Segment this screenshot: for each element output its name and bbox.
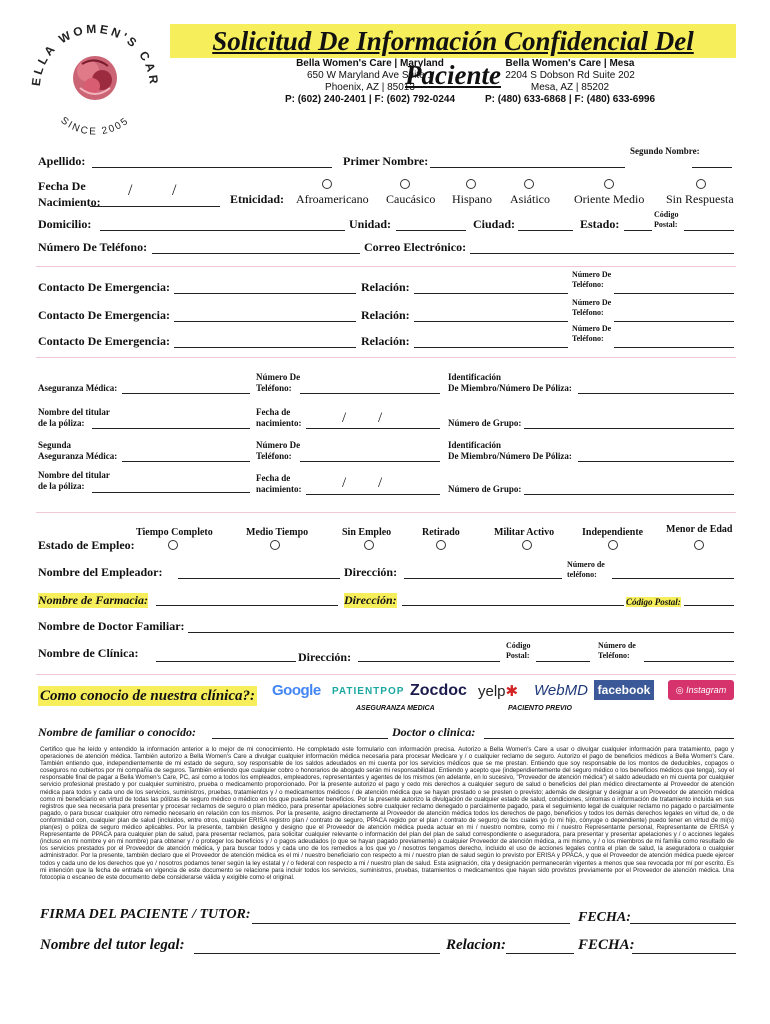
aseg-tel-field[interactable] — [300, 393, 440, 394]
ethnicity-radio[interactable] — [524, 179, 534, 189]
doctor-clinica-label: Doctor o clinica: — [392, 725, 476, 739]
clinica-label: Nombre de Clínica: — [38, 646, 139, 660]
employment-radio[interactable] — [694, 540, 704, 550]
correo-field[interactable] — [470, 253, 734, 254]
contacto-label: Contacto De Emergencia: — [38, 334, 170, 348]
ethnicity-option-label: Hispano — [452, 192, 492, 206]
aseguranza-option[interactable]: ASEGURANZA MEDICA — [356, 705, 435, 712]
em-tel-line1: Número De — [572, 270, 612, 279]
titular-line2: de la póliza: — [38, 418, 85, 428]
relacion-field[interactable] — [506, 953, 574, 954]
unidad-label: Unidad: — [349, 217, 392, 231]
facebook-option[interactable] — [594, 680, 654, 700]
titular-fecha-line2: nacimiento: — [256, 418, 302, 428]
emergencia-tel-label — [572, 298, 611, 318]
patientpop-logo: PATIENTPOP — [332, 686, 405, 697]
emp-tel-field[interactable] — [612, 578, 734, 579]
em-tel-line2: Teléfono: — [572, 280, 604, 289]
aseg-tel-line2: Teléfono: — [256, 383, 292, 393]
consent-text: Certifico que he leído y entendido la información anterior a lo mejor de mi conocimiento. He completado este formulario con información precisa. Autorizo a Bella Women's Care a usar o divulgar cualquier información para tratamiento, pago y operaciones de atención médica. También autorizo a Bella Women's Care a divulgar cualquier información médica necesaria para procesar Medicare y / o cualquier reclamo de seguro. Autorizo el pago de beneficios médicos a Bella Women's Care. También entiendo que, independientemente de mi estado de seguro, soy responsable de los saldos adeudados en mi cuenta por los servicios médicos que se me prestan. Entiendo que soy responsable de los montos de deducibles, copagos o coseguros no cubiertos por mi compañía de seguros. También entiendo que cualquier cobro o honorarios de abogado serán mi responsabilidad. Entiendo y acepto que (independientemente del seguro médico o los beneficios médicos que tenga), soy el responsable final de pagar a Bella Women's Care, PC, así como a todos los empleados, empleadores, representantes y agentes de los mismos (en adelante, en lo sucesivo, "Proveedor de atención médica") el saldo adeudado en mi cuenta por cualquier servicio profesional prestado y por cualquier suministro, prueba o medicamento proporcionado. Por la presente autorizo el pago y cedo mis derechos a cualquier seguro de salud o beneficios del plan médico directamente al Proveedor de atención médica para todos y cada uno de los servicios, suministros, pruebas, tratamientos y / o medicamentos médicos / de atención médica que se hayan prestado o se presten o previsto; además de designar y designar a un Proveedor de atención médica como mi beneficiario en virtud de todas las pólizas de seguro médico o médico en los que pueda tener beneficios. Por la presente autorizo la divulgación de cualquier estado de salud, condiciones, síntomas o información de tratamiento incluida en sus registros que sea necesaria para presentar y procesar reclamos de seguro o plan médico, para presentar apelaciones sobre cualquier reclamo denegado o parcialmente pagado, para el seguimiento legal de cualquier reclamo no pagado o parcialmente pagado, o para buscar cualquier otro remedio necesario en relación con los mismos. Por la presente, asigno directamente al Proveedor de atención médica todos los derechos de pago, beneficios y todos los demás derechos legales en virtud de, o de conformidad con, cualquier plan de salud (incluidos, entre otros, cualquier ERISA registro plan / contrato de seguro, PPACA regido por el plan / contrato de seguro) de los cuales yo (o mi hijo, cónyuge o dependiente) puedo tener en virtud de mi(s) plan(es) o póliza de seguro médico aplicables. Por la presente, también designo y designo que el Proveedor de atención médica pueda actuar en mi / nuestro nombre, como mi / nuestro Representante personal, Representante de ERISA y Representante de PPACA para cualquier plan de salud, para presentar reclamos, para solicitar cualquier relevante o información del plan del plan de salud correspondiente o aseguradora, para presentar y presentar apelaciones y / o acciones legales (incluso en mi nombre y en mi nombre) para obtener y / o proteger los beneficios y / o pagos adeudados (o que se hayan pagado previamente) a cualquier Proveedor de atención médica, a mi mismo, y / o los miembros de mi familia como resultado de los servicios prestados por el Proveedor de atención médica, y para buscar todos y cada uno de los remedios a los que yo / nosotros tengamos derecho, incluido el uso de acciones legales contra el plan de salud, la aseguradora o cualquier administrador. Por la presente, también declaro que el Proveedor de atención médica es el mi / nuestro beneficiario con respecto a mi / nuestro plan de salud según lo previsto por ERISA y PPACA, y que el Proveedor de atención médica puede ejercer todos y cada uno de los derechos que yo / nosotros podamos tener según la ley estatal y / o federal con respecto a mi / nuestro plan de salud. Esta asignación, cita y designación permanecerán vigentes a menos que sea revocada por mí por escrito. Es mi intención que la fecha de entrada en vigencia de este documento se relacione para incluir todos los servicios, suministros, pruebas, tratamientos o medicamentos que hayan sido provistos previamente por el Proveedor de atención médica. Una fotocopia o escaneo de este documento debe considerarse válida y exigible como el original. — [40, 746, 734, 881]
webmd-option[interactable] — [534, 682, 588, 699]
cp-line2: Postal: — [654, 220, 678, 229]
seg-ident-line2: De Miembro/Número De Póliza: — [448, 451, 572, 461]
segunda-line1: Segunda — [38, 440, 72, 450]
grupo-label: Número de Grupo: — [448, 418, 522, 428]
farmacia-label: Nombre de Farmacia: — [38, 593, 148, 607]
employment-radio[interactable] — [168, 540, 178, 550]
ethnicity-option-label: Afroamericano — [296, 192, 369, 206]
google-option[interactable] — [272, 682, 321, 699]
zocdoc-logo: Zocdoc — [410, 682, 467, 699]
seg-tel-line2: Teléfono: — [256, 451, 292, 461]
employment-option-label: Retirado — [422, 527, 460, 538]
segunda-line2: Aseguranza Médica: — [38, 451, 118, 461]
codigo-postal-label — [654, 210, 678, 230]
webmd-logo: WebMD — [534, 682, 588, 699]
telefono-field[interactable] — [152, 253, 360, 254]
segunda-aseg-field[interactable] — [122, 461, 250, 462]
employment-option-label: Militar Activo — [494, 527, 555, 538]
employment-radio[interactable] — [608, 540, 618, 550]
ethnicity-radio[interactable] — [466, 179, 476, 189]
em-tel-line1: Número De — [572, 324, 612, 333]
divider — [36, 674, 736, 675]
instagram-icon: ◎ — [675, 685, 684, 695]
codigo-postal-field[interactable] — [684, 230, 734, 231]
emergencia-tel-label — [572, 270, 611, 290]
employment-option-label: Medio Tiempo — [246, 527, 309, 538]
em-tel-line2: Teléfono: — [572, 308, 604, 317]
titular2-field[interactable] — [92, 492, 250, 493]
titular-field[interactable] — [92, 428, 250, 429]
fecha-label: FECHA: — [578, 910, 631, 925]
svg-text:SINCE 2005 — [58, 115, 131, 138]
correo-label: Correo Electrónico: — [364, 240, 467, 254]
emp-tel-line2: teléfono: — [567, 570, 597, 579]
yelp-logo: yelp — [478, 683, 506, 700]
ethnicity-radio[interactable] — [322, 179, 332, 189]
date-slash: / — [378, 475, 383, 491]
empleador-label: Nombre del Empleador: — [38, 565, 163, 579]
relacion-label: Relación: — [361, 280, 410, 294]
cp-line1: Código — [654, 210, 679, 219]
ethnicity-option-label: Asiático — [510, 192, 550, 206]
page-title: Solicitud De Información Confidencial Del Paciente — [170, 24, 736, 58]
contacto-field[interactable] — [174, 347, 356, 348]
emp-direccion-label: Dirección: — [344, 565, 398, 579]
doctor-familiar-label: Nombre de Doctor Familiar: — [38, 619, 185, 633]
fecha-nac-line2: Nacimiento: — [38, 195, 101, 209]
clin-tel-label — [598, 641, 636, 661]
ethnicity-option-label: Oriente Medio — [574, 192, 645, 206]
ethnicity-option-label: Caucásico — [386, 192, 436, 206]
titular2-fecha-label — [256, 473, 302, 495]
divider — [36, 357, 736, 358]
titular-label — [38, 407, 110, 429]
clin-cp-line2: Postal: — [506, 651, 530, 660]
date-slash: / — [342, 410, 347, 426]
ciudad-label: Ciudad: — [473, 217, 516, 231]
clin-codigo-label — [506, 641, 530, 661]
titular2-label — [38, 470, 110, 492]
referral-question: Como conocio de nuestra clínica?: — [40, 688, 255, 704]
fecha-field[interactable] — [630, 923, 736, 924]
emergencia-tel-field[interactable] — [614, 321, 734, 322]
clin-direccion-field[interactable] — [358, 661, 500, 662]
aseguranza-field[interactable] — [122, 393, 250, 394]
titular-fecha-field[interactable] — [306, 428, 440, 429]
grupo2-field[interactable] — [524, 494, 734, 495]
office-mesa — [470, 58, 670, 106]
clin-cp-line1: Código — [506, 641, 531, 650]
titular-fecha-label — [256, 407, 302, 429]
relacion-field[interactable] — [414, 321, 568, 322]
patientpop-option[interactable] — [332, 686, 404, 697]
fecha2-label: FECHA: — [578, 937, 635, 953]
titular2-fecha-line2: nacimiento: — [256, 484, 302, 494]
ethnicity-radio[interactable] — [696, 179, 706, 189]
office-address: 2204 S Dobson Rd Suite 202 — [505, 70, 635, 81]
date-slash: / — [378, 410, 383, 426]
seg-tel-line1: Número De — [256, 440, 301, 450]
titular2-line2: de la póliza: — [38, 481, 85, 491]
divider — [36, 512, 736, 513]
farm-codigo-label: Código Postal: — [626, 597, 681, 607]
firma-label: FIRMA DEL PACIENTE / TUTOR: — [40, 907, 251, 922]
emergencia-tel-field[interactable] — [614, 347, 734, 348]
emergencia-tel-label — [572, 324, 611, 344]
titular2-fecha-line1: Fecha de — [256, 473, 291, 483]
employment-option-label: Independiente — [582, 527, 644, 538]
employment-option-label: Tiempo Completo — [136, 527, 213, 538]
relacion-label: Relación: — [361, 308, 410, 322]
divider — [36, 266, 736, 267]
clin-tel-field[interactable] — [644, 661, 734, 662]
clin-tel-line1: Número de — [598, 641, 636, 650]
segundo-nombre-field[interactable] — [692, 167, 732, 168]
yelp-burst-icon: ✱ — [505, 683, 519, 700]
primer-nombre-field[interactable] — [430, 167, 625, 168]
logo-since: SINCE 2005 — [58, 115, 132, 138]
primer-nombre-label: Primer Nombre: — [343, 154, 429, 168]
logo-name: ELLA WOMEN'S CAR — [28, 21, 162, 88]
office-city: Mesa, AZ | 85202 — [530, 82, 610, 93]
office-phones: P: (480) 633-6868 | F: (480) 633-6996 — [484, 94, 656, 105]
office-maryland — [270, 58, 470, 106]
emp-tel-line1: Número de — [567, 560, 605, 569]
estado-label: Estado: — [580, 217, 620, 231]
clinic-logo — [18, 8, 168, 143]
relacion-label: Relación: — [361, 334, 410, 348]
farm-direccion-label: Dirección: — [344, 593, 397, 607]
tutor-field[interactable] — [194, 953, 440, 954]
office-address: 650 W Maryland Ave Suite 1 — [307, 70, 433, 81]
farmacia-field[interactable] — [156, 605, 338, 606]
clin-direccion-label: Dirección: — [298, 650, 352, 664]
seg-tel-field[interactable] — [300, 461, 440, 462]
facebook-logo: facebook — [597, 683, 651, 697]
farm-direccion-field[interactable] — [402, 605, 624, 606]
estado-empleo-label: Estado de Empleo: — [38, 538, 135, 552]
ethnicity-radio[interactable] — [400, 179, 410, 189]
yelp-option[interactable] — [478, 682, 518, 700]
employment-option-label: Sin Empleo — [342, 527, 392, 538]
clinica-field[interactable] — [156, 661, 296, 662]
em-tel-line2: Teléfono: — [572, 334, 604, 343]
segundo-nombre-text: Segundo Nombre: — [630, 146, 700, 156]
emergencia-tel-field[interactable] — [614, 293, 734, 294]
titular-fecha-line1: Fecha de — [256, 407, 291, 417]
paciente-previo-option[interactable]: PACIENTO PREVIO — [508, 705, 572, 712]
familiar-conocido-label: Nombre de familiar o conocido: — [38, 725, 196, 739]
employment-option-label: Menor de Edad — [666, 524, 733, 535]
telefono-label: Número De Teléfono: — [38, 240, 148, 254]
emp-direccion-field[interactable] — [404, 578, 562, 579]
seg-ident-label — [448, 440, 572, 462]
segunda-aseg-label — [38, 440, 117, 462]
apellido-field[interactable] — [92, 167, 332, 168]
zocdoc-option[interactable] — [410, 682, 467, 700]
fecha-nacimiento-field[interactable] — [90, 206, 220, 207]
relacion-field[interactable] — [414, 347, 568, 348]
ethnicity-option-label: Sin Respuesta — [666, 192, 734, 206]
contacto-label: Contacto De Emergencia: — [38, 280, 170, 294]
ident-field[interactable] — [578, 393, 734, 394]
ident-line1: Identificación — [448, 372, 501, 382]
employment-radio[interactable] — [436, 540, 446, 550]
aseg-tel-line1: Número De — [256, 372, 301, 382]
aseg-tel-label — [256, 372, 300, 394]
clin-codigo-field[interactable] — [536, 661, 590, 662]
fecha-nac-line1: Fecha De — [38, 179, 86, 193]
ciudad-field[interactable] — [518, 230, 573, 231]
ident-label — [448, 372, 572, 394]
apellido-label: Apellido: — [38, 154, 86, 168]
domicilio-label: Domicilio: — [38, 217, 92, 231]
contacto-field[interactable] — [174, 321, 356, 322]
employment-radio[interactable] — [522, 540, 532, 550]
date-slash: / — [342, 475, 347, 491]
familiar-conocido-field[interactable] — [212, 738, 388, 739]
ethnicity-radio[interactable] — [604, 179, 614, 189]
instagram-logo: Instagram — [686, 685, 727, 695]
instagram-option[interactable] — [668, 680, 734, 700]
office-phones: P: (602) 240-2401 | F: (602) 792-0244 — [284, 94, 456, 105]
estado-field[interactable] — [624, 230, 652, 231]
office-name: Bella Women's Care | Maryland — [296, 58, 444, 69]
etnicidad-label: Etnicidad: — [230, 192, 285, 206]
titular2-fecha-field[interactable] — [306, 494, 440, 495]
grupo-field[interactable] — [524, 428, 734, 429]
em-tel-line1: Número De — [572, 298, 612, 307]
titular2-line1: Nombre del titular — [38, 470, 110, 480]
office-city: Phoenix, AZ | 85013 — [325, 82, 415, 93]
employment-radio[interactable] — [364, 540, 374, 550]
empleador-field[interactable] — [178, 578, 340, 579]
emp-tel-label — [567, 560, 605, 580]
employment-radio[interactable] — [270, 540, 280, 550]
segundo-nombre-label — [630, 146, 700, 157]
doctor-familiar-field[interactable] — [188, 632, 734, 633]
farm-codigo-field[interactable] — [684, 605, 734, 606]
doctor-clinica-field[interactable] — [484, 738, 734, 739]
clin-tel-line2: Teléfono: — [598, 651, 630, 660]
aseguranza-label: Aseguranza Médica: — [38, 383, 118, 393]
tutor-label: Nombre del tutor legal: — [40, 937, 185, 953]
unidad-field[interactable] — [396, 230, 466, 231]
date-slash: / — [172, 182, 177, 199]
titular-line1: Nombre del titular — [38, 407, 110, 417]
ident-line2: De Miembro/Número De Póliza: — [448, 383, 572, 393]
office-name: Bella Women's Care | Mesa — [505, 58, 635, 69]
seg-ident-line1: Identificación — [448, 440, 501, 450]
relacion-field[interactable] — [414, 293, 568, 294]
contacto-label: Contacto De Emergencia: — [38, 308, 170, 322]
domicilio-field[interactable] — [100, 230, 345, 231]
seg-ident-field[interactable] — [578, 461, 734, 462]
relacion-label: Relacion: — [446, 937, 506, 953]
google-logo: Google — [272, 682, 321, 699]
grupo2-label: Número de Grupo: — [448, 484, 522, 494]
contacto-field[interactable] — [174, 293, 356, 294]
date-slash: / — [128, 182, 133, 199]
firma-field[interactable] — [252, 923, 570, 924]
fecha2-field[interactable] — [632, 953, 736, 954]
seg-tel-label — [256, 440, 300, 462]
